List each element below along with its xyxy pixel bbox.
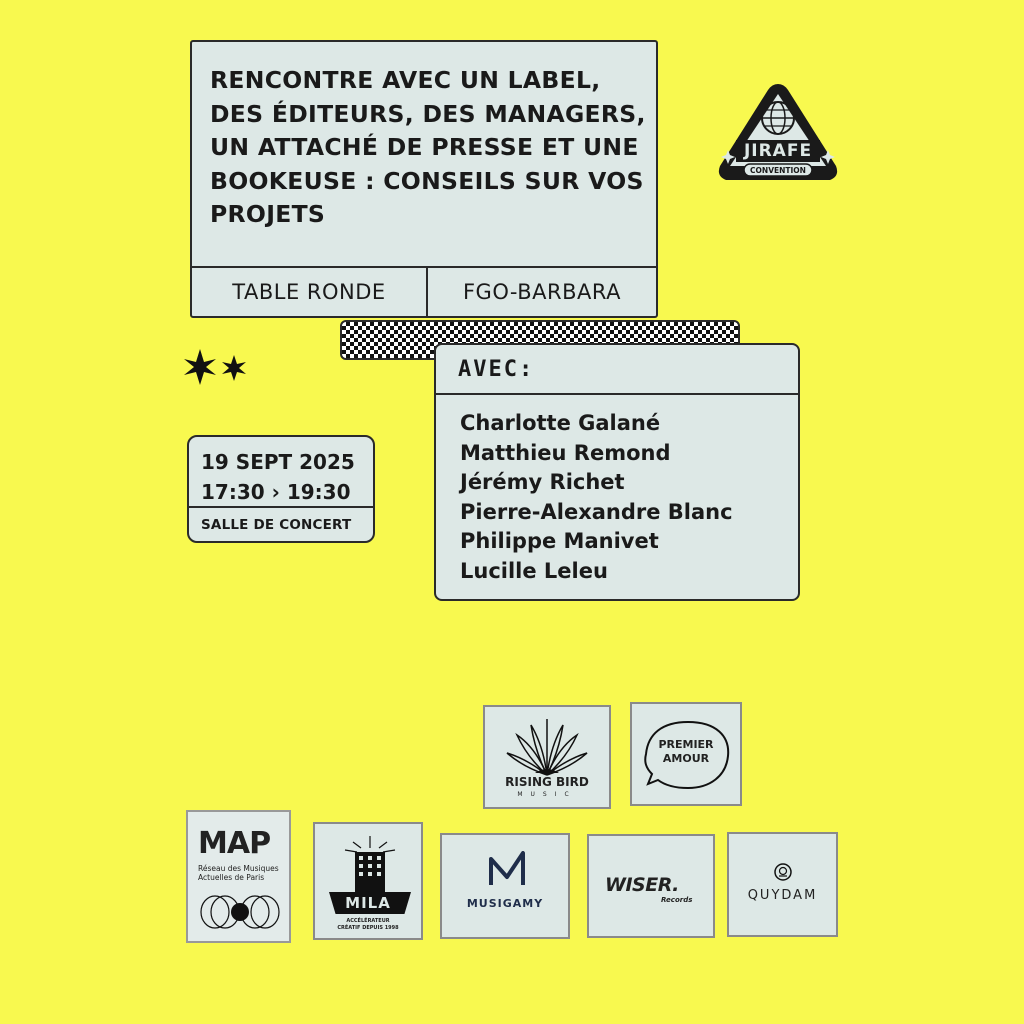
rising-bird-name: RISING BIRD [505,775,589,789]
event-format: TABLE RONDE [192,268,428,316]
speaker-name: Matthieu Remond [460,440,671,465]
event-venue: FGO-BARBARA [462,280,622,304]
event-meta-row [192,266,656,316]
rising-bird-logo [483,705,611,809]
wiser-sub: Records [661,896,693,904]
rising-bird-sub: MUSIC [517,791,577,798]
premier-amour-logo [630,702,742,806]
map-line2: Actuelles de Paris [198,873,265,882]
speakers-header: AVEC: [436,345,798,395]
mila-line2: CRÉATIF DEPUIS 1998 [337,925,399,931]
speaker-name: Pierre-Alexandre Blanc [460,499,733,524]
speakers-card [434,343,800,601]
speaker-name: Jérémy Richet [460,470,625,494]
jirafe-name: JIRAFE [743,141,813,161]
event-time: 17:30 › 19:30 [201,480,351,504]
quydam-logo [727,832,838,937]
speaker-name: Lucille Leleu [460,558,608,583]
wiser-name: WISER. [605,874,679,896]
wiser-records-logo [587,834,715,938]
speaker-name: Philippe Manivet [460,529,659,553]
map-name: MAP [198,826,271,861]
premier-amour-line2: AMOUR [662,752,710,765]
feather-fan-icon [497,717,597,777]
event-title: RENCONTRE AVEC UN LABEL, DES ÉDITEURS, DES MANAGERS, UN ATTACHÉ DE PRESSE ET UNE BOOKEUSE : CONSEILS SUR VOS PROJETS [210,66,646,228]
premier-amour-line1: PREMIER [658,738,714,751]
m-monogram-icon [487,851,527,887]
quydam-name: QUYDAM [747,888,818,903]
speakers-list [460,409,733,586]
map-line1: Réseau des Musiques [198,864,279,873]
rings-icon [195,892,285,932]
speaker-name: Charlotte Galané [460,411,661,435]
jirafe-logo [714,80,842,188]
mila-logo [313,822,423,940]
event-date: 19 SEPT 2025 [201,450,355,474]
mila-name: MILA [345,894,391,912]
mila-line1: ACCÉLÉRATEUR [346,918,390,924]
date-card [187,435,375,543]
building-icon [325,836,415,898]
musigamy-name: MUSIGAMY [466,897,544,910]
map-logo [186,810,291,943]
musigamy-logo [440,833,570,939]
event-room: SALLE DE CONCERT [189,506,373,541]
q-emblem-icon [773,862,793,882]
event-title-card [190,40,658,318]
jirafe-subtitle: CONVENTION [750,165,806,175]
sparkle-icon [178,345,254,389]
